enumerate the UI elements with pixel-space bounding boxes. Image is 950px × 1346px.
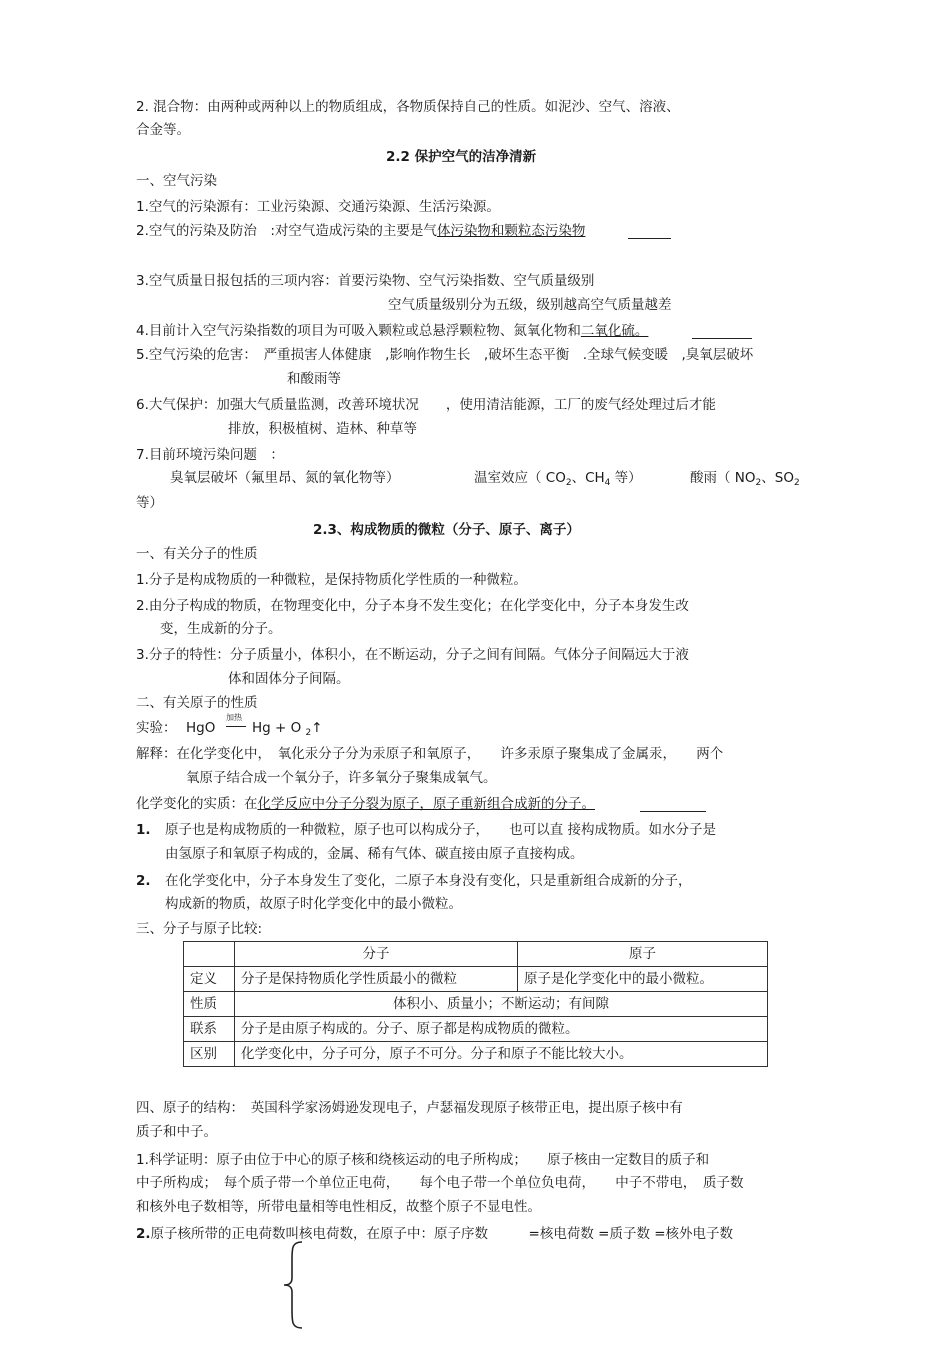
atmosphere-protection: 6.大气保护：加强大气质量监测，改善环境状况 ，使用清洁能源，工厂的废气经处理过后才能 xyxy=(136,397,716,413)
structure-point-1-cont-2: 和核外电子数相等，所带电量相等电性相反，故整个原子不显电性。 xyxy=(136,1199,541,1215)
table-cell: 化学变化中，分子可分，原子不可分。分子和原子不能比较大小。 xyxy=(235,1042,768,1067)
comparison-table xyxy=(183,941,768,1067)
table-row-label: 联系 xyxy=(184,1017,235,1042)
gas-arrow-icon: ↑ xyxy=(311,720,323,736)
atom-structure-heading-cont: 质子和中子。 xyxy=(136,1124,217,1140)
atom-point-2-cont: 构成新的物质，故原子时化学变化中的最小微粒。 xyxy=(165,896,462,912)
mixture-line-2: 合金等。 xyxy=(136,122,190,138)
heading-molecule-props: 一、有关分子的性质 xyxy=(136,546,258,562)
environment-problems: 7.目前环境污染问题 ： xyxy=(136,447,284,463)
explanation-cont: 氧原子结合成一个氧分子，许多氧分子聚集成氧气。 xyxy=(186,770,497,786)
underline-rule-2 xyxy=(692,338,752,339)
table-row-label: 性质 xyxy=(184,992,235,1017)
explanation: 解释：在化学变化中， 氧化汞分子分为汞原子和氧原子， 许多汞原子聚集成了金属汞， 两个 xyxy=(136,746,724,762)
reaction-arrow-line xyxy=(226,726,246,727)
section-title-2-3: 2.3、构成物质的微粒（分子、原子、离子） xyxy=(313,522,580,538)
structure-point-2-text: 原子核所带的正电荷数叫核电荷数，在原子中：原子序数 =核电荷数 =质子数 =核外电子数 xyxy=(150,1226,734,1242)
greenhouse-mid: 、CH xyxy=(571,470,605,486)
air-quality-report: 3.空气质量日报包括的三项内容：首要污染物、空气污染指数、空气质量级别 xyxy=(136,273,595,289)
pollution-harm-cont: 和酸雨等 xyxy=(287,371,341,387)
pollution-prevention-text: 2.空气的污染及防治 :对空气造成污染的主要是气 xyxy=(136,223,437,239)
table-cell: 体积小、质量小；不断运动；有间隙 xyxy=(235,992,768,1017)
atom-point-2: 在化学变化中，分子本身发生了变化，二原子本身没有变化，只是重新组合成新的分子， xyxy=(165,873,692,889)
experiment-product-sub: 2 xyxy=(305,728,312,738)
table-row xyxy=(184,1042,768,1067)
molecule-prop-2: 2.由分子构成的物质，在物理变化中，分子本身不发生变化；在化学变化中，分子本身发生改 xyxy=(136,598,689,614)
table-header-molecule: 分子 xyxy=(235,942,518,967)
acid-rain-cont: 等） xyxy=(136,495,163,511)
atom-structure-heading: 四、原子的结构： 英国科学家汤姆逊发现电子，卢瑟福发现原子核带正电，提出原子核中有 xyxy=(136,1100,683,1116)
structure-point-2 xyxy=(136,1225,733,1243)
molecule-prop-2-cont: 变，生成新的分子。 xyxy=(160,621,282,637)
pollution-prevention xyxy=(136,222,585,240)
acid-rain-sub-no2: 2 xyxy=(755,478,762,488)
pollution-sources: 1.空气的污染源有：工业污染源、交通污染源、生活污染源。 xyxy=(136,199,500,215)
acid-rain-pre: 酸雨（ NO xyxy=(690,470,756,486)
structure-point-2-num: 2. xyxy=(136,1226,151,1242)
structure-point-1: 1.科学证明：原子由位于中心的原子核和绕核运动的电子所构成； 原子核由一定数目的质子和 xyxy=(136,1152,710,1168)
acid-rain-sub-so2: 2 xyxy=(793,478,800,488)
experiment-product-text: Hg + O xyxy=(252,720,306,736)
pollution-index-items xyxy=(136,322,648,340)
heading-atom-props: 二、有关原子的性质 xyxy=(136,695,258,711)
table-row-label: 定义 xyxy=(184,967,235,992)
pollution-prevention-underlined: 体污染物和颗粒态污染物 xyxy=(436,223,586,239)
essence-underlined: 化学反应中分子分裂为原子，原子重新组合成新的分子。 xyxy=(257,796,595,812)
ozone-depletion: 臭氧层破坏（氟里昂、氮的氧化物等） xyxy=(170,470,400,486)
heading-comparison: 三、分子与原子比较: xyxy=(136,921,263,937)
experiment-product xyxy=(252,719,323,737)
heading-air-pollution: 一、空气污染 xyxy=(136,173,217,189)
atom-point-1-num: 1. xyxy=(136,822,151,838)
air-quality-levels: 空气质量级别分为五级，级别越高空气质量越差 xyxy=(388,297,672,313)
atom-point-1: 原子也是构成物质的一种微粒，原子也可以构成分子， 也可以直 接构成物质。如水分子是 xyxy=(165,822,717,838)
table-cell: 分子是保持物质化学性质最小的微粒 xyxy=(235,967,518,992)
underline-rule-3 xyxy=(640,811,706,812)
acid-rain xyxy=(690,469,800,487)
essence-text: 化学变化的实质：在 xyxy=(136,796,258,812)
chemical-change-essence xyxy=(136,795,595,813)
table-cell: 原子是化学变化中的最小微粒。 xyxy=(518,967,768,992)
mixture-line-1: 2. 混合物：由两种或两种以上的物质组成，各物质保持自己的性质。如泥沙、空气、溶液、 xyxy=(136,99,680,115)
atmosphere-protection-cont: 排放，积极植树、造林、种草等 xyxy=(228,421,417,437)
section-title-2-2: 2.2 保护空气的洁净清新 xyxy=(386,149,537,165)
acid-rain-mid: 、SO xyxy=(761,470,794,486)
table-row xyxy=(184,942,768,967)
greenhouse-effect xyxy=(474,469,642,487)
table-row xyxy=(184,967,768,992)
pollution-index-underlined: 二氧化硫。 xyxy=(580,323,649,339)
greenhouse-sub-4: 4 xyxy=(604,478,611,488)
experiment-condition: 加热 xyxy=(226,713,242,722)
table-header-atom: 原子 xyxy=(518,942,768,967)
pollution-index-text: 4.目前计入空气污染指数的项目为可吸入颗粒或总悬浮颗粒物、氮氧化物和 xyxy=(136,323,581,339)
table-cell-empty xyxy=(184,942,235,967)
table-row xyxy=(184,1017,768,1042)
experiment-label: 实验： xyxy=(136,720,177,736)
greenhouse-post: 等） xyxy=(610,470,642,486)
greenhouse-sub-2: 2 xyxy=(565,478,572,488)
curly-brace-icon xyxy=(282,1240,304,1330)
atom-point-1-cont: 由氢原子和氧原子构成的，金属、稀有气体、碳直接由原子直接构成。 xyxy=(165,846,584,862)
pollution-harm: 5.空气污染的危害： 严重损害人体健康 ,影响作物生长 ,破坏生态平衡 .全球气候变暖 ,臭氧层破坏 xyxy=(136,347,754,363)
table-cell: 分子是由原子构成的。分子、原子都是构成物质的微粒。 xyxy=(235,1017,768,1042)
greenhouse-pre: 温室效应（ CO xyxy=(474,470,566,486)
structure-point-1-cont: 中子所构成； 每个质子带一个单位正电荷， 每个电子带一个单位负电荷， 中子不带电， 质子数 xyxy=(136,1175,744,1191)
table-row xyxy=(184,992,768,1017)
experiment-reactant: HgO xyxy=(186,720,216,736)
table-row-label: 区别 xyxy=(184,1042,235,1067)
underline-rule-1 xyxy=(628,238,671,239)
atom-point-2-num: 2. xyxy=(136,873,151,889)
molecule-prop-3: 3.分子的特性：分子质量小，体积小，在不断运动，分子之间有间隔。气体分子间隔远大于液 xyxy=(136,647,689,663)
molecule-prop-3-cont: 体和固体分子间隔。 xyxy=(228,671,350,687)
molecule-prop-1: 1.分子是构成物质的一种微粒，是保持物质化学性质的一种微粒。 xyxy=(136,572,527,588)
